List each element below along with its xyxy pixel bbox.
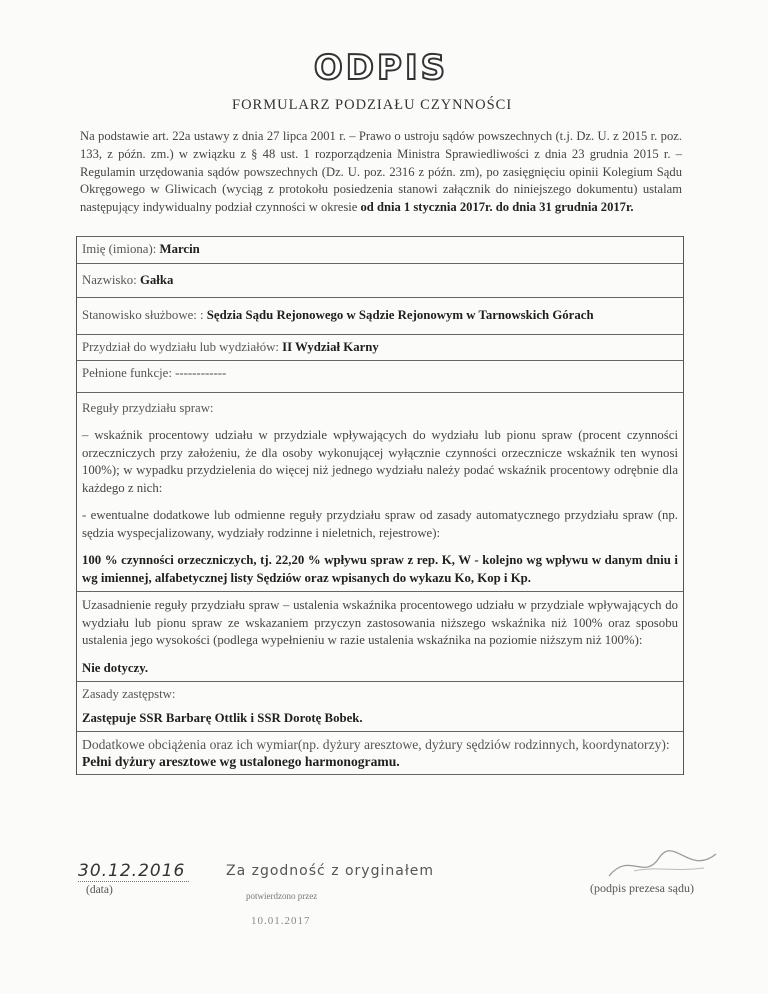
odpis-stamp: ODPIS (313, 48, 449, 88)
certification-stamp: Za zgodność z oryginałem (226, 863, 435, 879)
signature-icon (604, 846, 724, 886)
justification-text: Uzasadnienie reguły przydziału spraw – ustalenia wskaźnika procentowego udziału w przydziale wpływających do wydziału lub pionu spraw ze wskazaniem przyczyn zastosowania niższego wskaźnika niż 100% oraz sposobu ustalenia jego wysokości (podlega wypełnieniu w razie ustalenia wskaźnika na poziomie niższym niż 100%): (82, 598, 678, 647)
signature-label: (podpis prezesa sądu) (590, 881, 694, 895)
rules-value: 100 % czynności orzeczniczych, tj. 22,20 % wpływu spraw z rep. K, W - kolejno wg wpływu w danym dniu i wg imiennej, alfabetycznej listy Sędziów oraz wpisanych do wykazu Ko, Kop i Kp. (82, 553, 678, 585)
imie-label: Imię (imiona): (82, 242, 157, 256)
row-dodatkowe (77, 732, 683, 775)
justification-value: Nie dotyczy. (82, 660, 149, 675)
additional-label: Dodatkowe obciążenia oraz ich wymiar(np. dyżury aresztowe, dyżury sędziów rodzinnych, koordynatorzy): (82, 737, 670, 752)
stanowisko-value: Sędzia Sądu Rejonowego w Sądzie Rejonowym w Tarnowskich Górach (206, 308, 594, 322)
nazwisko-label: Nazwisko: (82, 272, 137, 287)
stamp-date: 10.01.2017 (251, 915, 311, 927)
row-funkcje (77, 361, 683, 393)
row-przydzial (77, 335, 683, 362)
rules-additional-paragraph: - ewentualne dodatkowe lub odmienne reguły przydziału spraw od zasady automatycznego przydziału spraw (np. sędzia wyspecjalizowany, wydziały rodzinne i nieletnich, rejestrowe): (82, 508, 678, 540)
row-stanowisko (77, 298, 683, 335)
rules-percent-paragraph: – wskaźnik procentowy udziału w przydziale wpływających do wydziału lub pionu spraw (procent czynności orzeczniczych przy założeniu, że dla osoby wykonującej wyłącznie czynności orzecznicze wskaźnik ten wynosi 100%); w wypadku przydzielenia do więcej niż jednego wydziału należy podać wskaźnik procentowy odrębnie dla każdego z nich: (82, 428, 678, 495)
intro-text: Na podstawie art. 22a ustawy z dnia 27 lipca 2001 r. – Prawo o ustroju sądów powszechnych (t.j. Dz. U. z 2015 r. poz. 133, z późn. zm.) w związku z § 48 ust. 1 rozporządzenia Ministra Sprawiedliwości z dnia 23 grudnia 2015 r. – Regulamin urzędowania sądów powszechnych (Dz. U. poz. 2316 z późn. zm), po zasięgnięciu opinii Kolegium Sądu Okręgowego w Gliwicach (wyciąg z protokołu posiedzenia stanowi załącznik do niniejszego dokumentu) ustalam następujący indywidualny podział czynności w okresie (80, 129, 682, 215)
row-zastepstwa (77, 682, 683, 732)
funkcje-value: ------------ (175, 366, 227, 380)
form-table (76, 236, 684, 775)
nazwisko-value: Gałka (139, 272, 174, 287)
additional-value: Pełni dyżury aresztowe wg ustalonego harmonogramu. (82, 754, 400, 769)
substitution-value: Zastępuje SSR Barbarę Ottlik i SSR Dorotę Bobek. (82, 710, 363, 725)
przydzial-value: II Wydział Karny (282, 339, 379, 354)
substitution-label: Zasady zastępstw: (82, 687, 176, 701)
row-reguly (77, 393, 683, 593)
row-nazwisko (77, 264, 683, 299)
period: od dnia 1 stycznia 2017r. do dnia 31 grudnia 2017r. (360, 200, 634, 215)
intro-paragraph (80, 128, 682, 217)
stanowisko-label: Stanowisko służbowe: : (82, 308, 204, 322)
handwritten-date: 30.12.2016 (78, 861, 189, 882)
row-uzasadnienie (77, 592, 683, 682)
document-title: FORMULARZ PODZIAŁU CZYNNOŚCI (232, 97, 513, 113)
row-imie (77, 236, 683, 264)
imie-value: Marcin (159, 242, 200, 256)
funkcje-label: Pełnione funkcje: (82, 366, 172, 380)
rules-label: Reguły przydziału spraw: (82, 400, 214, 415)
przydzial-label: Przydział do wydziału lub wydziałów: (82, 339, 279, 354)
confirmed-by: potwierdzono przez (246, 891, 318, 901)
date-label: (data) (86, 884, 113, 896)
